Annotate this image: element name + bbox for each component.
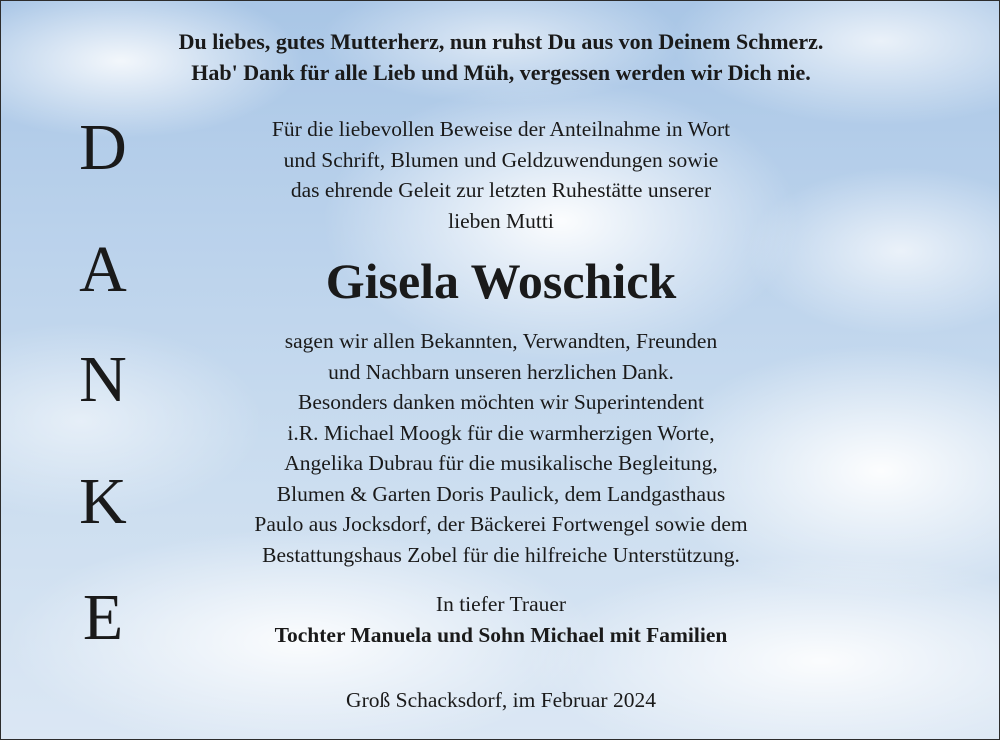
thanks-paragraph: [181, 326, 821, 570]
intro-line: das ehrende Geleit zur letzten Ruhestätte unserer: [290, 178, 712, 202]
place-date: Groß Schacksdorf, im Februar 2024: [346, 688, 656, 712]
danke-letter-k: K: [79, 465, 127, 538]
thanks-line: Paulo aus Jocksdorf, der Bäckerei Fortwengel sowie dem: [254, 512, 748, 536]
motto-line-2: Hab' Dank für alle Lieb und Müh, vergessen werden wir Dich nie.: [191, 60, 811, 85]
intro-line: lieben Mutti: [448, 208, 554, 233]
mourning-family: Tochter Manuela und Sohn Michael mit Familien: [274, 623, 728, 647]
thanks-line: Besonders danken möchten wir Superintendent: [297, 390, 704, 414]
thanks-line: Angelika Dubrau für die musikalische Begleitung,: [284, 451, 718, 475]
mourning-phrase: In tiefer Trauer: [435, 592, 567, 616]
deceased-name: Gisela Woschick: [325, 253, 677, 309]
thanks-line: Bestattungshaus Zobel für die hilfreiche Unterstützung.: [262, 542, 740, 567]
motto-line-1: Du liebes, gutes Mutterherz, nun ruhst Du aus von Deinem Schmerz.: [178, 29, 824, 54]
thanks-line: i.R. Michael Moogk für die warmherzigen Worte,: [287, 420, 715, 445]
thanks-line: Blumen & Garten Doris Paulick, dem Landgasthaus: [276, 481, 726, 506]
intro-paragraph: [181, 114, 821, 236]
intro-line: und Schrift, Blumen und Geldzuwendungen sowie: [283, 147, 719, 172]
danke-letter-d: D: [79, 111, 127, 184]
intro-line: Für die liebevollen Beweise der Anteilnahme in Wort: [271, 117, 731, 141]
thanks-line: und Nachbarn unseren herzlichen Dank.: [328, 359, 674, 384]
danke-letter-e: E: [82, 581, 124, 654]
thanks-line: sagen wir allen Bekannten, Verwandten, Freunden: [284, 329, 718, 353]
danke-letter-n: N: [79, 343, 127, 416]
danke-letter-a: A: [79, 233, 127, 306]
